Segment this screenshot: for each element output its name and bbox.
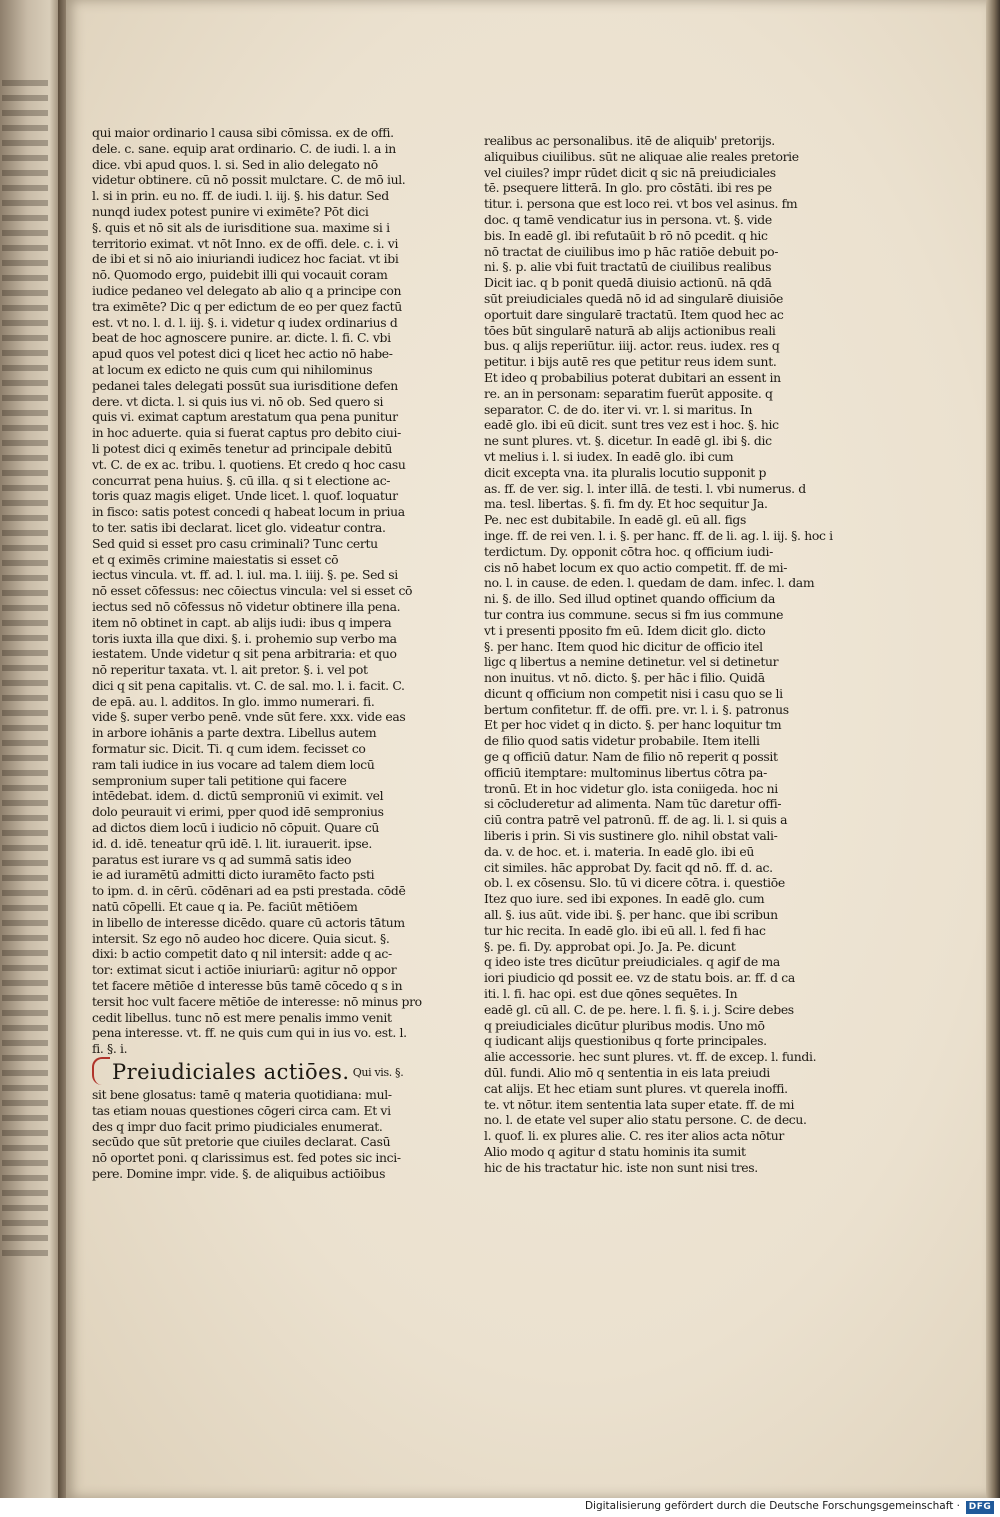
text-line: q iudicant alijs questionibus q forte principales. bbox=[484, 1033, 767, 1049]
text-line: bis. In eadē gl. ibi refutaūit b rō nō pcedit. q hic bbox=[484, 227, 768, 243]
text-line: toris iuxta illa que dixi. §. i. prohemio sup verbo ma bbox=[92, 630, 397, 646]
text-line: dolo peurauit vi erimi, pper quod idē sempronius bbox=[92, 804, 384, 820]
text-line: vt i presenti pposito fm eū. Idem dicit glo. dicto bbox=[484, 622, 766, 638]
text-line: de ibi et si nō aio iniuriandi iudicez hoc faciat. vt ibi bbox=[92, 251, 399, 267]
text-line: Pe. nec est dubitabile. In eadē gl. eū all. figs bbox=[484, 512, 747, 528]
text-line: vt. C. de ex ac. tribu. l. quotiens. Et credo q hoc casu bbox=[92, 456, 406, 472]
text-line: tōes būt singularē naturā ab alijs actionibus reali bbox=[484, 322, 776, 338]
text-line: realibus ac personalibus. itē de aliquib' pretorijs. bbox=[484, 133, 775, 148]
text-line: nō oportet poni. q clarissimus est. fed potes sic inci- bbox=[92, 1150, 401, 1166]
text-line: cat alijs. Et hec etiam sunt plures. vt querela inoffi. bbox=[484, 1080, 788, 1096]
text-line: hic de his tractatur hic. iste non sunt nisi tres. bbox=[484, 1159, 758, 1175]
text-line: ciū contra patrē vel patronū. ff. de ag. li. l. si quis a bbox=[484, 812, 788, 828]
text-line: ram tali iudice in ius vocare ad talem diem locū bbox=[92, 756, 375, 772]
text-line: ob. l. ex cōsensu. Slo. tū vi dicere cōtra. i. questiōe bbox=[484, 875, 785, 891]
text-line: as. ff. de ver. sig. l. inter illā. de testi. l. vbi numerus. d bbox=[484, 480, 806, 496]
text-line: to ter. satis ibi declarat. licet glo. videatur contra. bbox=[92, 519, 386, 535]
text-line: tur hic recita. In eadē glo. ibi eū all. l. fed fi hac bbox=[484, 922, 766, 938]
text-line: si cōcluderetur ad alimenta. Nam tūc daretur offi- bbox=[484, 796, 782, 812]
text-line: quis vi. eximat captum arestatum qua pena punitur bbox=[92, 409, 398, 425]
text-line: iori piudicio qd possit ee. vz de statu bois. ar. ff. d ca bbox=[484, 970, 795, 986]
text-line: de filio quod satis videtur probabile. Item itelli bbox=[484, 733, 760, 749]
text-line: liberis i prin. Si vis sustinere glo. nihil obstat vali- bbox=[484, 828, 778, 844]
text-line: q ideo iste tres dicūtur preiudiciales. q agif de ma bbox=[484, 954, 780, 970]
section-heading: Preiudiciales actiōes. bbox=[112, 1060, 350, 1085]
text-line: est. vt no. l. d. l. iij. §. i. videtur q iudex ordinarius d bbox=[92, 314, 398, 330]
text-line: §. per hanc. Item quod hic dicitur de officio itel bbox=[484, 638, 763, 654]
text-line: te. vt nōtur. item sententia lata super etate. ff. de mi bbox=[484, 1096, 795, 1112]
left-text-column bbox=[92, 125, 422, 1182]
text-line: nō esset cōfessus: nec cōiectus vincula: vel si esset cō bbox=[92, 583, 413, 599]
text-line: titur. i. persona que est loco rei. vt bos vel asinus. fm bbox=[484, 196, 798, 212]
text-line: all. §. ius aūt. vide ibi. §. per hanc. que ibi scribun bbox=[484, 907, 778, 923]
text-line: terdictum. Dy. opponit cōtra hoc. q officium iudi- bbox=[484, 543, 773, 559]
text-line: intersit. Sz ego nō audeo hoc dicere. Quia sicut. §. bbox=[92, 930, 390, 946]
section-heading-line bbox=[92, 1057, 404, 1087]
text-line: qui maior ordinario l causa sibi cōmissa. ex de offi. bbox=[92, 125, 394, 140]
text-line: cit similes. hāc approbat Dy. facit qd nō. ff. d. ac. bbox=[484, 859, 773, 875]
text-line: iti. l. fi. hac opi. est due qōnes sequētes. In bbox=[484, 986, 738, 1002]
text-line: non inuitus. vt nō. dicto. §. per hāc i filio. Quidā bbox=[484, 670, 765, 686]
text-line: item nō obtinet in capt. ab alijs iudi: ibus q impera bbox=[92, 614, 392, 630]
text-line: dici q sit pena capitalis. vt. C. de sal. mo. l. i. facit. C. bbox=[92, 677, 405, 693]
text-line: officiū itemptare: multominus libertus cōtra pa- bbox=[484, 764, 767, 780]
text-line: Itez quo iure. sed ibi expones. In eadē glo. cum bbox=[484, 891, 765, 907]
text-line: §. pe. fi. Dy. approbat opi. Jo. Ja. Pe. dicunt bbox=[484, 938, 736, 954]
facing-page-text-ghost bbox=[2, 80, 48, 1260]
text-line: eadē glo. ibi eū dicit. sunt tres vez est i hoc. §. hic bbox=[484, 417, 779, 433]
text-line: in fisco: satis potest concedi q habeat locum in priua bbox=[92, 504, 405, 520]
red-initial-flourish-icon bbox=[92, 1057, 110, 1085]
text-line: oportuit dare singularē tractatū. Item quod hec ac bbox=[484, 306, 784, 322]
text-line: tra eximēte? Dic q per edictum de eo per quez factū bbox=[92, 298, 402, 314]
funding-credit: Digitalisierung gefördert durch die Deutsche Forschungsgemeinschaft · bbox=[584, 1500, 960, 1512]
text-line: separator. C. de do. iter vi. vr. l. si maritus. In bbox=[484, 401, 753, 417]
text-line: petitur. i bijs autē res que petitur reus idem sunt. bbox=[484, 354, 777, 370]
text-line: iudice pedaneo vel delegato ab alio q a principe con bbox=[92, 282, 402, 298]
text-line: tur contra ius commune. secus si fm ius commune bbox=[484, 606, 784, 622]
text-line: in libello de interesse dicēdo. quare cū actoris tātum bbox=[92, 914, 405, 930]
text-line: id. d. idē. teneatur qrū idē. l. lit. iurauerit. ipse. bbox=[92, 835, 372, 851]
text-line: bus. q alijs reperiūtur. iiij. actor. reus. iudex. res q bbox=[484, 338, 780, 354]
text-line: Alio modo q agitur d statu hominis ita sumit bbox=[484, 1144, 746, 1159]
text-line: in hoc aduerte. quia si fuerat captus pro debito ciui- bbox=[92, 425, 401, 441]
text-line: sempronium super tali petitione qui facere bbox=[92, 772, 347, 788]
text-line: at locum ex edicto ne quis cum qui nihilominus bbox=[92, 361, 373, 377]
text-line: nō tractat de ciuilibus imo p hāc ratiōe debuit po- bbox=[484, 243, 779, 259]
text-line: des q impr duo facit primo piudiciales enumerat. bbox=[92, 1118, 383, 1134]
text-line: cis nō habet locum ex quo actio competit. ff. de mi- bbox=[484, 559, 788, 575]
text-line: pere. Domine impr. vide. §. de aliquibus actiōibus bbox=[92, 1166, 386, 1181]
text-line: no. l. de etate vel super alio statu persone. C. de decu. bbox=[484, 1112, 807, 1128]
text-line: alie accessorie. hec sunt plures. vt. ff. de excep. l. fundi. bbox=[484, 1049, 817, 1065]
text-line: nunqd iudex potest punire vi eximēte? Pōt dici bbox=[92, 203, 369, 219]
text-line: Et per hoc videt q in dicto. §. per hanc loquitur tm bbox=[484, 717, 782, 733]
text-line: territorio eximat. vt nōt Inno. ex de offi. dele. c. i. vi bbox=[92, 235, 399, 251]
text-line: dixi: b actio competit dato q nil intersit: adde q ac- bbox=[92, 946, 392, 962]
text-line: Sed quid si esset pro casu criminali? Tunc certu bbox=[92, 535, 378, 551]
text-line: beat de hoc agnoscere punire. ar. dicte. l. fi. C. vbi bbox=[92, 330, 391, 346]
text-line: ni. §. de illo. Sed illud optinet quando officium da bbox=[484, 591, 775, 607]
text-line: bertum confitetur. ff. de offi. pre. vr. l. i. §. patronus bbox=[484, 701, 789, 717]
facing-page-edge bbox=[0, 0, 62, 1498]
text-line: Et ideo q probabilius poterat dubitari an essent in bbox=[484, 369, 781, 385]
text-line: l. si in prin. eu no. ff. de iudi. l. iij. §. his datur. Sed bbox=[92, 188, 389, 204]
text-line: ne sunt plures. vt. §. dicetur. In eadē gl. ibi §. dic bbox=[484, 433, 772, 449]
text-line: iectus vincula. vt. ff. ad. l. iul. ma. l. iiij. §. pe. Sed si bbox=[92, 567, 398, 583]
text-line: Dicit iac. q b ponit quedā diuisio actionū. nā qdā bbox=[484, 275, 772, 291]
dfg-logo-icon: DFG bbox=[966, 1501, 994, 1514]
text-line: ad dictos diem locū i iudicio nō cōpuit. Quare cū bbox=[92, 820, 380, 836]
text-line: eadē gl. cū all. C. de pe. here. l. fi. §. i. j. Scire debes bbox=[484, 1001, 794, 1017]
text-line: pedanei tales delegati possūt sua iurisditione defen bbox=[92, 377, 398, 393]
heading-tail-2: vis. §. bbox=[374, 1066, 404, 1080]
text-line: ge q officiū datur. Nam de filio nō reperit q possit bbox=[484, 749, 778, 765]
text-line: ie ad iuramētū admitti dicto iuramēto facto psti bbox=[92, 867, 375, 883]
text-line: ma. tesl. libertas. §. fi. fm dy. Et hoc sequitur Ja. bbox=[484, 496, 768, 512]
text-line: vt melius i. l. si iudex. In eadē glo. ibi cum bbox=[484, 448, 734, 464]
text-line: fi. §. i. bbox=[92, 1041, 128, 1057]
text-line: tē. psequere litterā. In glo. pro cōstāti. ibi res pe bbox=[484, 180, 772, 196]
text-line: dicunt q officium non competit nisi i casu quo se li bbox=[484, 685, 783, 701]
text-line: tas etiam nouas questiones cōgeri circa cam. Et vi bbox=[92, 1102, 391, 1118]
text-line: tersit hoc vult facere mētiōe de interesse: nō minus pro bbox=[92, 993, 422, 1009]
text-line: iectus sed nō cōfessus nō videtur obtinere illa pena. bbox=[92, 598, 401, 614]
text-line: iestatem. Unde videtur q sit pena arbitraria: et quo bbox=[92, 646, 397, 662]
text-line: in arbore iohānis a parte dextra. Libellus autem bbox=[92, 725, 377, 741]
text-line: §. quis et nō sit als de iurisditione sua. maxime si i bbox=[92, 219, 390, 235]
text-line: da. v. de hoc. et. i. materia. In eadē glo. ibi eū bbox=[484, 843, 755, 859]
text-line: tet facere mētiōe d interesse būs tamē cōcedo q s in bbox=[92, 978, 403, 994]
text-line: nō. Quomodo ergo, puidebit illi qui vocauit coram bbox=[92, 267, 388, 283]
page-right-edge bbox=[986, 0, 1000, 1498]
right-text-column bbox=[484, 133, 833, 1176]
text-line: dūl. fundi. Alio mō q sententia in eis lata preiudi bbox=[484, 1065, 770, 1081]
text-line: apud quos vel potest dici q licet hec actio nō habe- bbox=[92, 346, 393, 362]
text-line: to ipm. d. in cērū. cōdēnari ad ea psti prestada. cōdē bbox=[92, 883, 406, 899]
text-line: dice. vbi apud quos. l. si. Sed in alio delegato nō bbox=[92, 156, 378, 172]
text-line: re. an in personam: separatim fuerūt apposite. q bbox=[484, 385, 773, 401]
text-line: vide §. super verbo penē. vnde sūt fere. xxx. vide eas bbox=[92, 709, 406, 725]
text-line: de epā. au. l. additos. In glo. immo numerari. fi. bbox=[92, 693, 375, 709]
text-line: nō reperitur taxata. vt. l. ait pretor. §. i. vel pot bbox=[92, 662, 368, 678]
text-line: natū cōpelli. Et caue q ia. Pe. faciūt mētiōem bbox=[92, 899, 358, 915]
text-line: formatur sic. Dicit. Ti. q cum idem. fecisset co bbox=[92, 741, 366, 757]
text-line: videtur obtinere. cū nō possit mulctare. C. de mō iul. bbox=[92, 172, 406, 188]
text-line: cedit libellus. tunc nō est mere penalis immo venit bbox=[92, 1009, 392, 1025]
text-line: q preiudiciales dicūtur pluribus modis. Uno mō bbox=[484, 1017, 765, 1033]
text-line: intēdebat. idem. d. dictū semproniū vi eximit. vel bbox=[92, 788, 384, 804]
text-line: dicit excepta vna. ita pluralis locutio supponit p bbox=[484, 464, 767, 480]
text-line: ligc q libertus a nemine detinetur. vel si detinetur bbox=[484, 654, 779, 670]
text-line: doc. q tamē vendicatur ius in persona. vt. §. vide bbox=[484, 211, 772, 227]
text-line: ni. §. p. alie vbi fuit tractatū de ciuilibus realibus bbox=[484, 259, 772, 275]
text-line: sit bene glosatus: tamē q materia quotidiana: mul- bbox=[92, 1087, 392, 1103]
text-line: no. l. in cause. de eden. l. quedam de dam. infec. l. dam bbox=[484, 575, 815, 591]
text-line: vel ciuiles? impr rūdet dicit q sic nā preiudiciales bbox=[484, 164, 776, 180]
text-line: tor: extimat sicut i actiōe iniuriarū: agitur nō oppor bbox=[92, 962, 397, 978]
text-line: et q eximēs crimine maiestatis si esset cō bbox=[92, 551, 339, 567]
text-line: pena interesse. vt. ff. ne quis cum qui in ius vo. est. l. bbox=[92, 1025, 407, 1041]
text-line: aliquibus ciuilibus. sūt ne aliquae alie reales pretorie bbox=[484, 148, 799, 164]
text-line: toris quaz magis eliget. Unde licet. l. quof. loquatur bbox=[92, 488, 398, 504]
text-line: concurrat pena huius. §. cū illa. q si t electione ac- bbox=[92, 472, 391, 488]
text-line: dere. vt dicta. l. si quis ius vi. nō ob. Sed quero si bbox=[92, 393, 384, 409]
text-line: paratus est iurare vs q ad summā satis ideo bbox=[92, 851, 352, 867]
text-line: l. quof. li. ex plures alie. C. res iter alios acta nōtur bbox=[484, 1128, 784, 1144]
footer-bar bbox=[0, 1498, 1000, 1517]
heading-tail: Qui bbox=[349, 1066, 375, 1080]
text-line: dele. c. sane. equip arat ordinario. C. de iudi. l. a in bbox=[92, 140, 396, 156]
text-line: li potest dici q eximēs tenetur ad principale debitū bbox=[92, 440, 392, 456]
text-line: sūt preiudiciales quedā nō id ad singularē diuisiōe bbox=[484, 290, 783, 306]
text-line: inge. ff. de rei ven. l. i. §. per hanc. ff. de li. ag. l. iij. §. hoc i bbox=[484, 527, 833, 543]
text-line: tronū. Et in hoc videtur glo. ista coniigeda. hoc ni bbox=[484, 780, 778, 796]
text-line: secūdo que sūt pretorie que ciuiles declarat. Casū bbox=[92, 1134, 391, 1150]
